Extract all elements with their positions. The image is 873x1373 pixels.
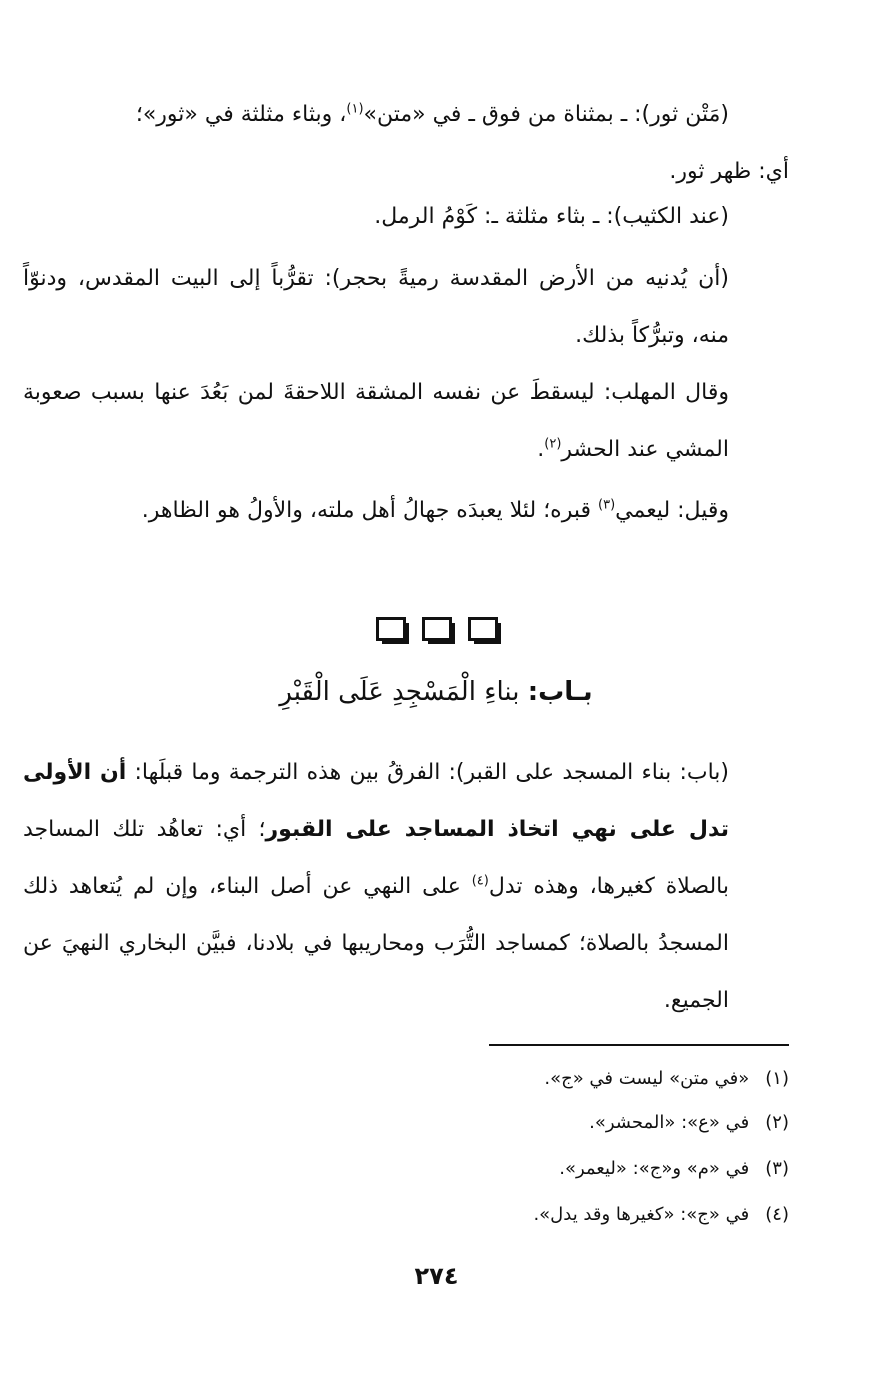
paragraph-2: (عند الكثيب): ـ بثاء مثلثة ـ: كَوْمُ الرمل. (374, 204, 729, 229)
chapter-title: بناءِ الْمَسْجِدِ عَلَى الْقَبْرِ (279, 677, 520, 707)
chapter-label: بـاب: (527, 677, 593, 707)
chapter-paragraph: (باب: بناء المسجد على القبر): الفرقُ بين هذه الترجمة وما قبلَها: أن الأولى تدل على نهي اتخاذ المساجد على القبور؛ أي: تعاهُد تلك المساجد بالصلاة كغيرها، وهذه تدل$^{(٤)}$ على النهي عن أصل البناء، وإن لم يُتعاهد ذلك المسجدُ بالصلاة؛ كمساجد التُّرَب ومحاريبها في بلادنا، فبيَّن البخاري النهيَ عن الجميع. (23, 760, 730, 1013)
footnote-4: (٤)في «ج»: «كغيرها وقد يدل». (533, 1204, 789, 1225)
paragraph-3: (أن يُدنيه من الأرض المقدسة رميةً بحجر): تقرُّباً إلى البيت المقدس، ودنوّاً منه، وتبرُّكاً بذلك. (23, 266, 729, 348)
ornament-box-icon (468, 617, 498, 641)
footnote-3: (٣)في «م» و«ج»: «ليعمر». (559, 1158, 789, 1179)
paragraph-1 (83, 86, 789, 200)
paragraph-1-line-1: (مَتْن ثور): ـ بمثناة من فوق ـ في «متن»$^{(١)}$، وبثاء مثلثة في «ثور»؛ (135, 101, 729, 127)
footnote-ref-3: (٣) (598, 497, 616, 513)
section-divider-ornament (376, 617, 498, 645)
footnote-ref-4: (٤) (471, 873, 489, 889)
paragraph-4: وقال المهلب: ليسقطَ عن نفسه المشقة اللاحقةَ لمن بَعُدَ عنها بسبب صعوبة المشي عند الحشر$^{(٢)}$. (23, 380, 729, 462)
footnote-2: (٢)في «ع»: «المحشر». (589, 1112, 789, 1133)
paragraph-5: وقيل: ليعمي$^{(٣)}$ قبره؛ لئلا يعبدَه جهالُ أهل ملته، والأولُ هو الظاهر. (141, 497, 729, 523)
ornament-box-icon (422, 617, 452, 641)
footnote-1: (١)«في متن» ليست في «ج». (544, 1068, 789, 1089)
chapter-paragraph-bold: أن الأولى تدل على نهي اتخاذ المساجد على القبور (23, 760, 729, 842)
chapter-heading (83, 672, 789, 712)
paragraph-1-line-2: أي: ظهر ثور. (669, 159, 789, 184)
footnote-ref-2: (٢) (544, 436, 562, 452)
page-number: ٢٧٤ (414, 1262, 459, 1290)
footnote-separator (489, 1044, 789, 1046)
footnote-ref-1: (١) (346, 101, 364, 117)
ornament-box-icon (376, 617, 406, 641)
